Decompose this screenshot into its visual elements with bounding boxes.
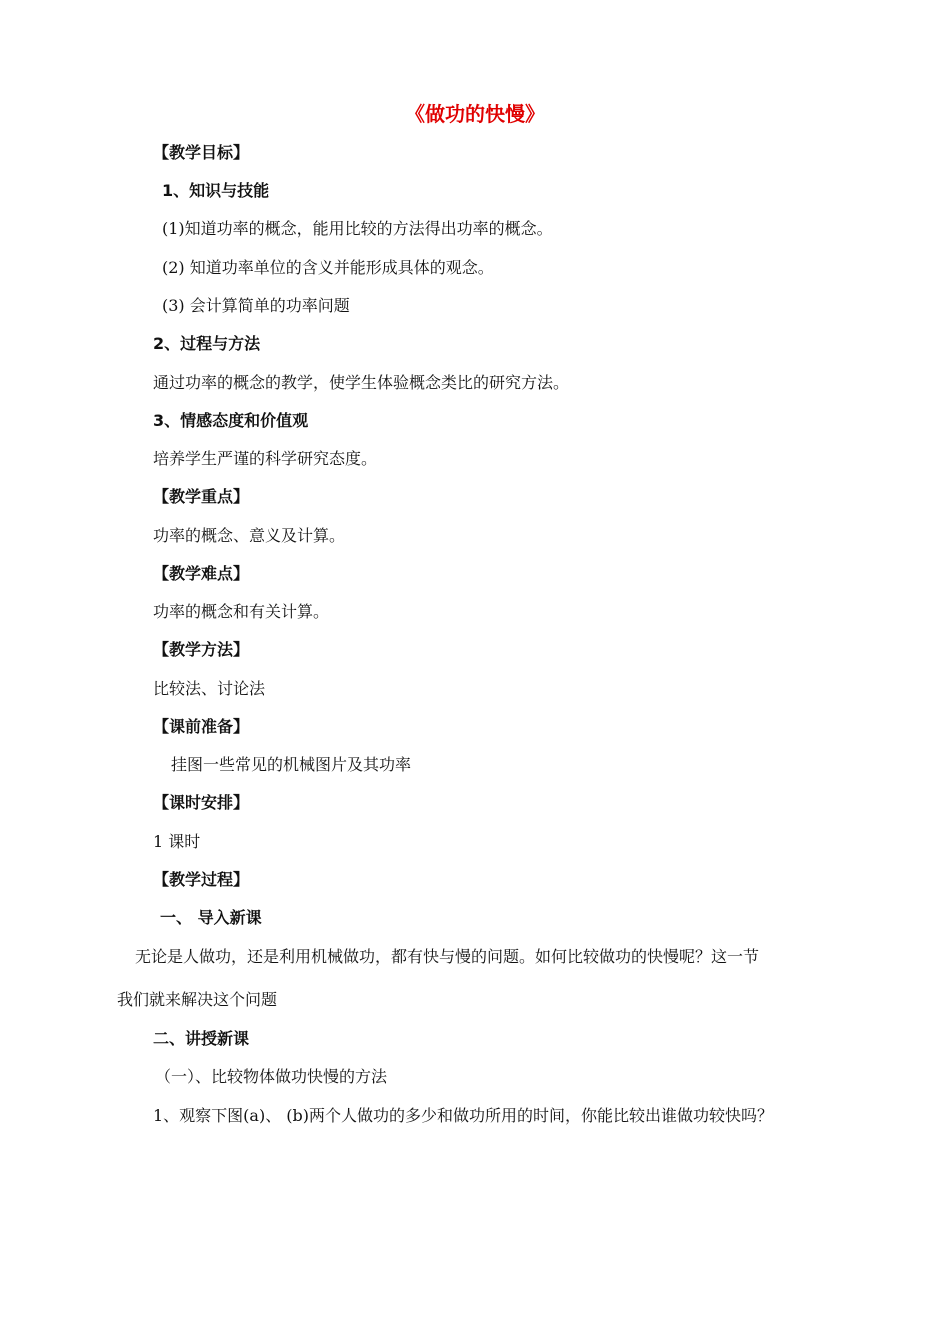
objectives-heading: 【教学目标】: [153, 143, 250, 162]
new-lesson-item-1: 1、观察下图(a)、 (b)两个人做功的多少和做功所用的时间，你能比较出谁做功较快吗？: [153, 1106, 774, 1125]
process-method-heading: 2、过程与方法: [153, 334, 261, 353]
new-lesson-heading: 二、讲授新课: [153, 1029, 250, 1048]
schedule-text: 1 课时: [153, 832, 201, 851]
preparation-text: 挂图一些常见的机械图片及其功率: [171, 755, 412, 774]
schedule-heading: 【课时安排】: [153, 793, 250, 812]
procedure-heading: 【教学过程】: [153, 870, 250, 889]
intro-heading: 一、 导入新课: [160, 908, 262, 927]
document-title: 《做功的快慢》: [405, 102, 545, 126]
knowledge-item-2: (2) 知道功率单位的含义并能形成具体的观念。: [162, 258, 494, 277]
preparation-heading: 【课前准备】: [153, 717, 250, 736]
key-points-heading: 【教学重点】: [153, 487, 250, 506]
knowledge-item-1: (1)知道功率的概念，能用比较的方法得出功率的概念。: [162, 219, 553, 238]
knowledge-item-3: (3) 会计算简单的功率问题: [162, 296, 350, 315]
intro-text-line-1: 无论是人做功，还是利用机械做功，都有快与慢的问题。如何比较做功的快慢呢？这一节: [135, 947, 760, 966]
new-lesson-subheading: （一）、比较物体做功快慢的方法: [155, 1067, 388, 1086]
knowledge-skills-heading: 1、知识与技能: [162, 181, 270, 200]
attitude-values-heading: 3、情感态度和价值观: [153, 411, 309, 430]
key-points-text: 功率的概念、意义及计算。: [153, 526, 346, 545]
process-method-text: 通过功率的概念的教学，使学生体验概念类比的研究方法。: [153, 373, 570, 392]
methods-text: 比较法、讨论法: [153, 679, 266, 698]
methods-heading: 【教学方法】: [153, 640, 250, 659]
difficulties-text: 功率的概念和有关计算。: [153, 602, 330, 621]
intro-text-line-2: 我们就来解决这个问题: [117, 990, 278, 1009]
difficulties-heading: 【教学难点】: [153, 564, 250, 583]
attitude-values-text: 培养学生严谨的科学研究态度。: [153, 449, 378, 468]
